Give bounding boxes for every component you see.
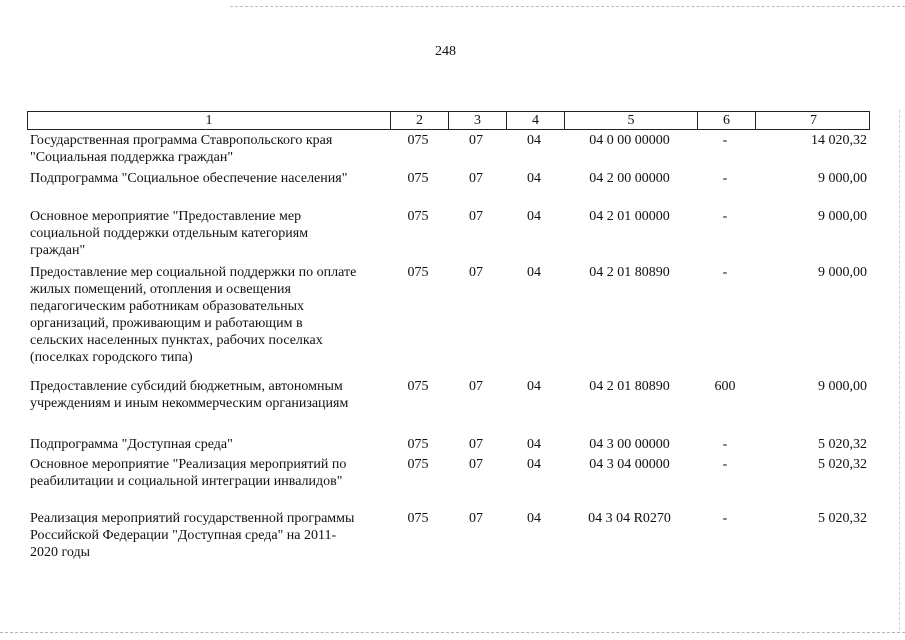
row-vr: 600 bbox=[714, 379, 736, 394]
row-pr: 04 bbox=[527, 457, 541, 472]
row-csr: 04 0 00 00000 bbox=[589, 133, 670, 148]
row-vr: - bbox=[722, 437, 728, 452]
table-row bbox=[27, 454, 870, 508]
table-row bbox=[27, 508, 870, 566]
row-ved: 075 bbox=[407, 265, 429, 280]
row-ved: 075 bbox=[407, 209, 429, 224]
row-rz: 07 bbox=[469, 379, 483, 394]
row-sum: 14 020,32 bbox=[811, 133, 867, 148]
row-pr: 04 bbox=[527, 437, 541, 452]
row-csr: 04 2 01 80890 bbox=[589, 265, 670, 280]
row-rz: 07 bbox=[469, 437, 483, 452]
header-col-2: 2 bbox=[390, 112, 448, 129]
row-vr: - bbox=[722, 511, 728, 526]
row-name: Государственная программа Ставропольского края "Социальная поддержка граждан" bbox=[30, 133, 333, 165]
row-name: Предоставление субсидий бюджетным, автономным учреждениям и иным некоммерческим организациям bbox=[30, 379, 349, 411]
table-row bbox=[27, 262, 870, 376]
table-row bbox=[27, 168, 870, 206]
row-ved: 075 bbox=[407, 437, 429, 452]
row-sum: 5 020,32 bbox=[818, 437, 867, 452]
table-row bbox=[27, 434, 870, 454]
row-rz: 07 bbox=[469, 171, 483, 186]
row-rz: 07 bbox=[469, 209, 483, 224]
row-sum: 9 000,00 bbox=[818, 265, 867, 280]
scan-edge-top bbox=[230, 6, 905, 7]
table-row bbox=[27, 376, 870, 434]
header-col-3: 3 bbox=[448, 112, 506, 129]
row-csr: 04 3 04 00000 bbox=[589, 457, 670, 472]
row-ved: 075 bbox=[407, 379, 429, 394]
row-name: Подпрограмма "Доступная среда" bbox=[30, 437, 233, 452]
scan-edge-right bbox=[899, 110, 900, 630]
table-header bbox=[27, 111, 870, 130]
row-ved: 075 bbox=[407, 457, 429, 472]
row-pr: 04 bbox=[527, 209, 541, 224]
table-row bbox=[27, 206, 870, 262]
row-vr: - bbox=[722, 171, 728, 186]
row-sum: 5 020,32 bbox=[818, 457, 867, 472]
row-pr: 04 bbox=[527, 265, 541, 280]
row-pr: 04 bbox=[527, 171, 541, 186]
row-name: Реализация мероприятий государственной программы Российской Федерации "Доступная среда" на 2011- 2020 годы bbox=[30, 511, 355, 560]
row-csr: 04 2 01 00000 bbox=[589, 209, 670, 224]
row-name: Подпрограмма "Социальное обеспечение населения" bbox=[30, 171, 348, 186]
row-pr: 04 bbox=[527, 511, 541, 526]
page-number: 248 bbox=[435, 44, 456, 59]
row-ved: 075 bbox=[407, 171, 429, 186]
row-ved: 075 bbox=[407, 133, 429, 148]
row-vr: - bbox=[722, 265, 728, 280]
row-sum: 9 000,00 bbox=[818, 171, 867, 186]
budget-table bbox=[27, 111, 870, 566]
row-csr: 04 3 04 R0270 bbox=[588, 511, 671, 526]
header-col-6: 6 bbox=[697, 112, 755, 129]
row-vr: - bbox=[722, 209, 728, 224]
row-rz: 07 bbox=[469, 511, 483, 526]
row-csr: 04 2 00 00000 bbox=[589, 171, 670, 186]
table-row bbox=[27, 130, 870, 168]
row-rz: 07 bbox=[469, 133, 483, 148]
scan-edge-bottom bbox=[0, 632, 905, 633]
row-vr: - bbox=[722, 133, 728, 148]
row-rz: 07 bbox=[469, 457, 483, 472]
row-pr: 04 bbox=[527, 133, 541, 148]
row-csr: 04 2 01 80890 bbox=[589, 379, 670, 394]
header-col-4: 4 bbox=[506, 112, 564, 129]
row-name: Предоставление мер социальной поддержки по оплате жилых помещений, отопления и освещения педагогическим работникам образовательных организаций, проживающим и работающим в сельских населенных пунктах, рабочих поселках (поселках городского типа) bbox=[30, 265, 357, 365]
row-pr: 04 bbox=[527, 379, 541, 394]
row-sum: 5 020,32 bbox=[818, 511, 867, 526]
row-sum: 9 000,00 bbox=[818, 379, 867, 394]
header-col-5: 5 bbox=[564, 112, 697, 129]
row-rz: 07 bbox=[469, 265, 483, 280]
row-sum: 9 000,00 bbox=[818, 209, 867, 224]
header-col-7: 7 bbox=[755, 112, 871, 129]
row-vr: - bbox=[722, 457, 728, 472]
row-name: Основное мероприятие "Предоставление мер социальной поддержки отдельным категориям граждан" bbox=[30, 209, 309, 258]
row-csr: 04 3 00 00000 bbox=[589, 437, 670, 452]
row-ved: 075 bbox=[407, 511, 429, 526]
row-name: Основное мероприятие "Реализация мероприятий по реабилитации и социальной интеграции инвалидов" bbox=[30, 457, 347, 489]
header-col-1: 1 bbox=[205, 113, 213, 128]
